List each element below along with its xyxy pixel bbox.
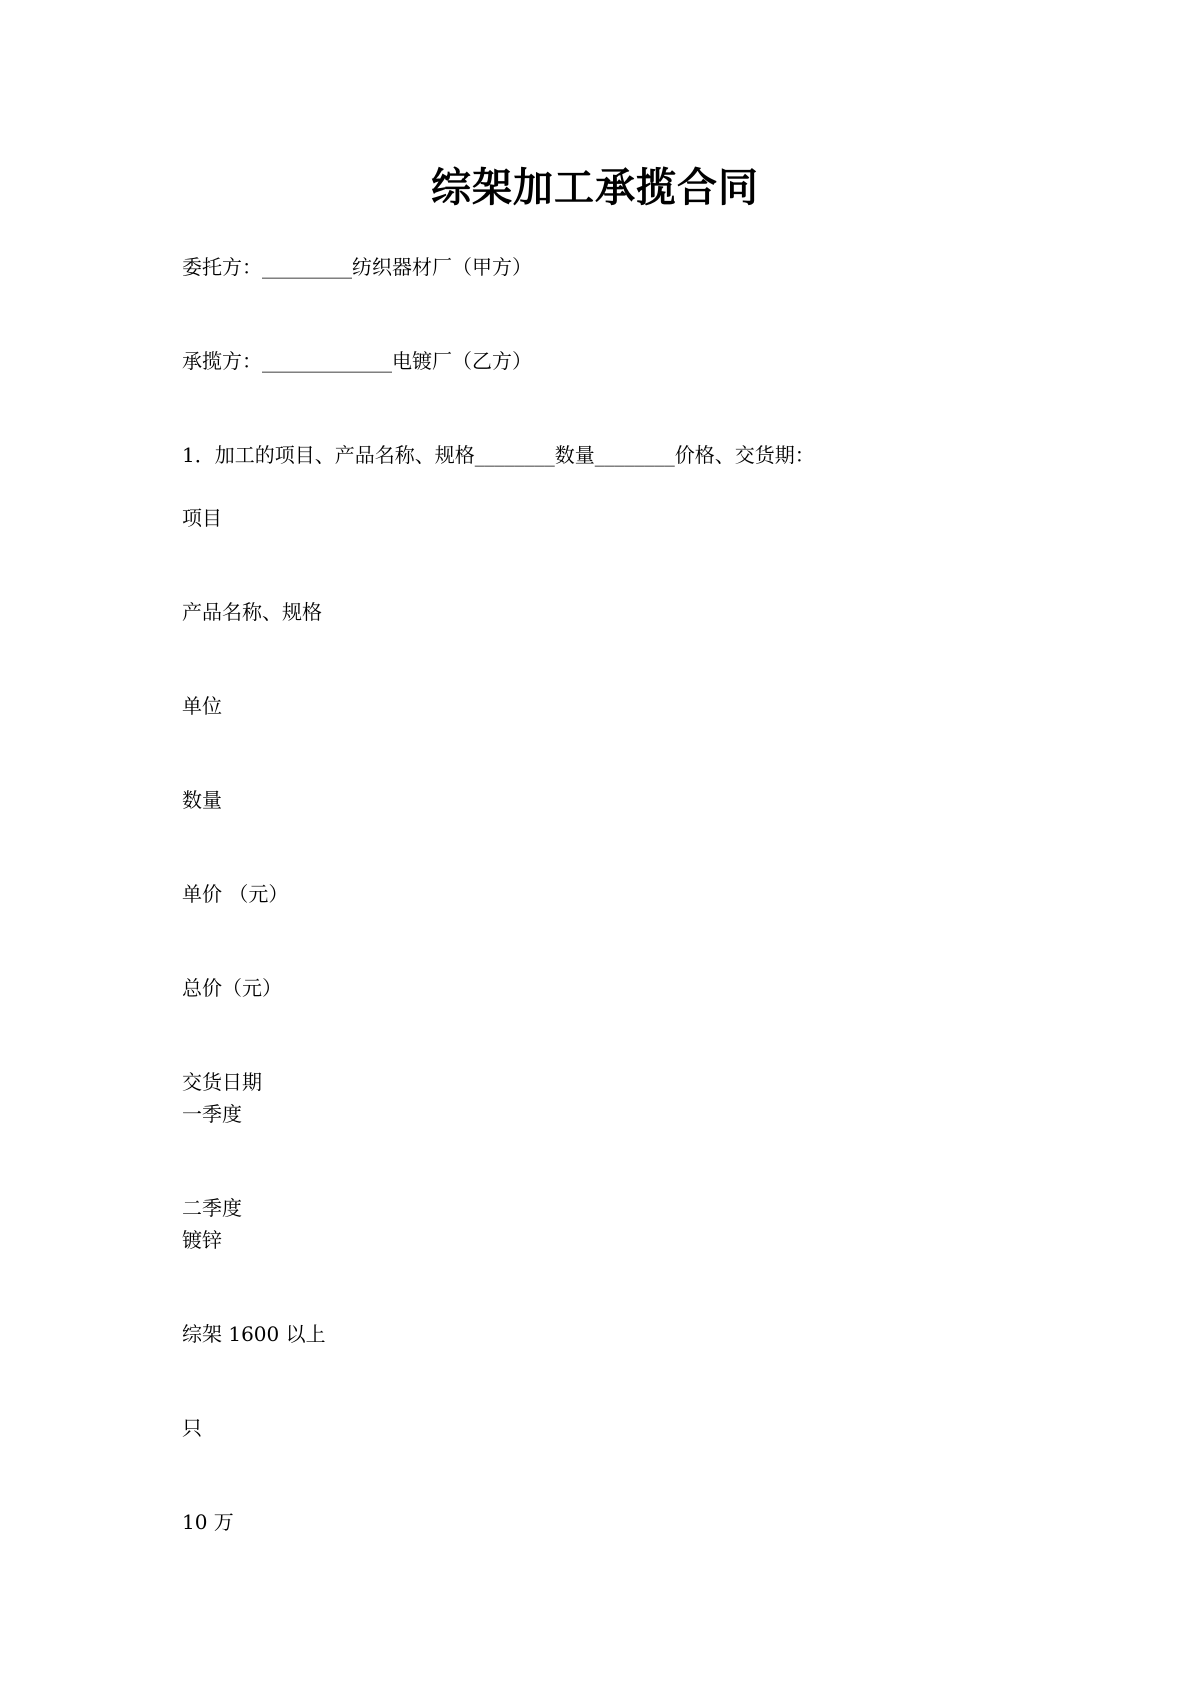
total-price-label: 总价（元） [182, 976, 282, 1000]
galvanizing-label: 镀锌 [182, 1228, 222, 1252]
unit-label: 单位 [182, 694, 222, 718]
quantity-value: 10 万 [182, 1510, 234, 1534]
unit-value: 只 [182, 1416, 202, 1440]
document-title: 综架加工承揽合同 [431, 164, 759, 211]
clause-1-line: 1．加工的项目、产品名称、规格________数量________价格、交货期： [182, 443, 815, 467]
first-quarter-label: 一季度 [182, 1102, 242, 1126]
client-party-line: 委托方：_________纺织器材厂（甲方） [182, 255, 532, 279]
item-label: 项目 [182, 506, 222, 530]
unit-price-label: 单价 （元） [182, 882, 289, 906]
quantity-label: 数量 [182, 788, 222, 812]
product-name-spec-label: 产品名称、规格 [182, 600, 322, 624]
contractor-party-line: 承揽方：_____________电镀厂（乙方） [182, 349, 532, 373]
second-quarter-label: 二季度 [182, 1196, 242, 1220]
heald-frame-spec: 综架 1600 以上 [182, 1322, 326, 1346]
delivery-date-label: 交货日期 [182, 1070, 262, 1094]
